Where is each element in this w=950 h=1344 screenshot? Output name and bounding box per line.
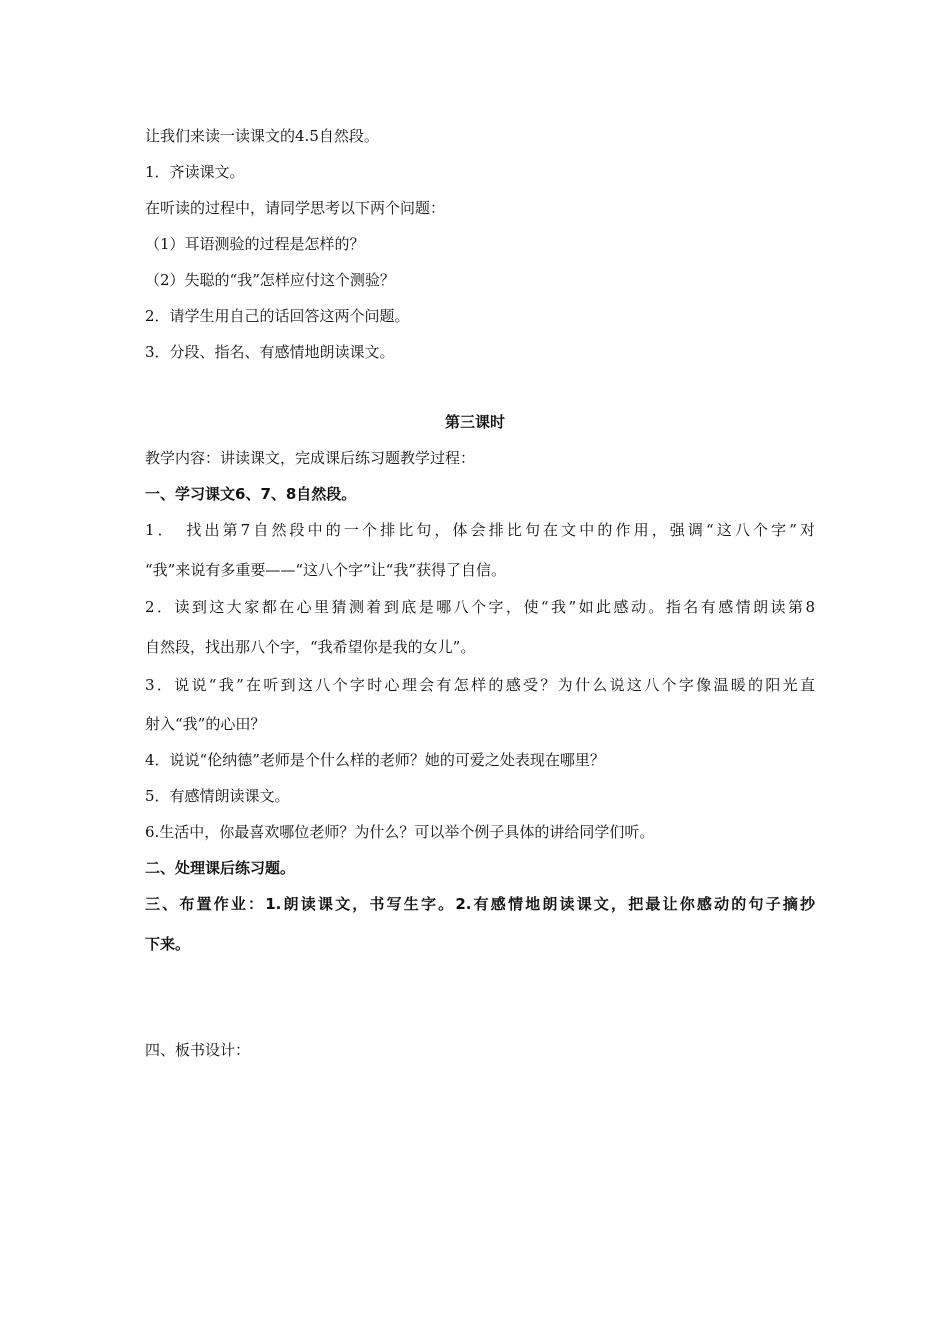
section-title: 第三课时 [444, 413, 505, 431]
item-3-line-2: 射入“我”的心田？ [145, 715, 266, 733]
step-read-together: 1．齐读课文。 [145, 163, 245, 181]
teaching-content: 教学内容：讲读课文，完成课后练习题教学过程： [145, 449, 476, 467]
part3-line-2: 下来。 [145, 935, 191, 953]
intro-line: 让我们来读一读课文的4.5自然段。 [145, 127, 379, 145]
item-6: 6.生活中，你最喜欢哪位老师？为什么？可以举个例子具体的讲给同学们听。 [145, 823, 655, 841]
item-2-line-1: 2．读到这大家都在心里猜测着到底是哪八个字，使“我”如此感动。指名有感情朗读第8 [145, 598, 815, 616]
part4-heading: 四、板书设计： [145, 1041, 251, 1059]
step-answer: 2．请学生用自己的话回答这两个问题。 [145, 307, 410, 325]
part2-heading: 二、处理课后练习题。 [145, 859, 296, 877]
item-2-line-2: 自然段，找出那八个字，“我希望你是我的女儿”。 [145, 638, 476, 656]
step-reading-aloud: 3．分段、指名、有感情地朗读课文。 [145, 343, 395, 361]
item-3-line-1: 3．说说“我”在听到这八个字时心理会有怎样的感受？为什么说这八个字像温暖的阳光直 [145, 676, 815, 694]
question-2: （2）失聪的“我”怎样应付这个测验？ [145, 271, 395, 289]
listening-prompt: 在听读的过程中，请同学思考以下两个问题： [145, 199, 446, 217]
item-5: 5．有感情朗读课文。 [145, 787, 290, 805]
item-1-line-1: 1． 找出第7自然段中的一个排比句，体会排比句在文中的作用，强调“这八个字”对 [145, 521, 815, 539]
part1-heading: 一、学习课文6、7、8自然段。 [145, 485, 357, 503]
item-1-line-2: “我”来说有多重要——“这八个字”让“我”获得了自信。 [145, 561, 507, 579]
question-1: （1）耳语测验的过程是怎样的？ [145, 235, 365, 253]
item-4: 4．说说“伦纳德”老师是个什么样的老师？她的可爱之处表现在哪里？ [145, 751, 605, 769]
part3-line-1: 三、布置作业：1.朗读课文，书写生字。2.有感情地朗读课文，把最让你感动的句子摘抄 [145, 895, 815, 913]
